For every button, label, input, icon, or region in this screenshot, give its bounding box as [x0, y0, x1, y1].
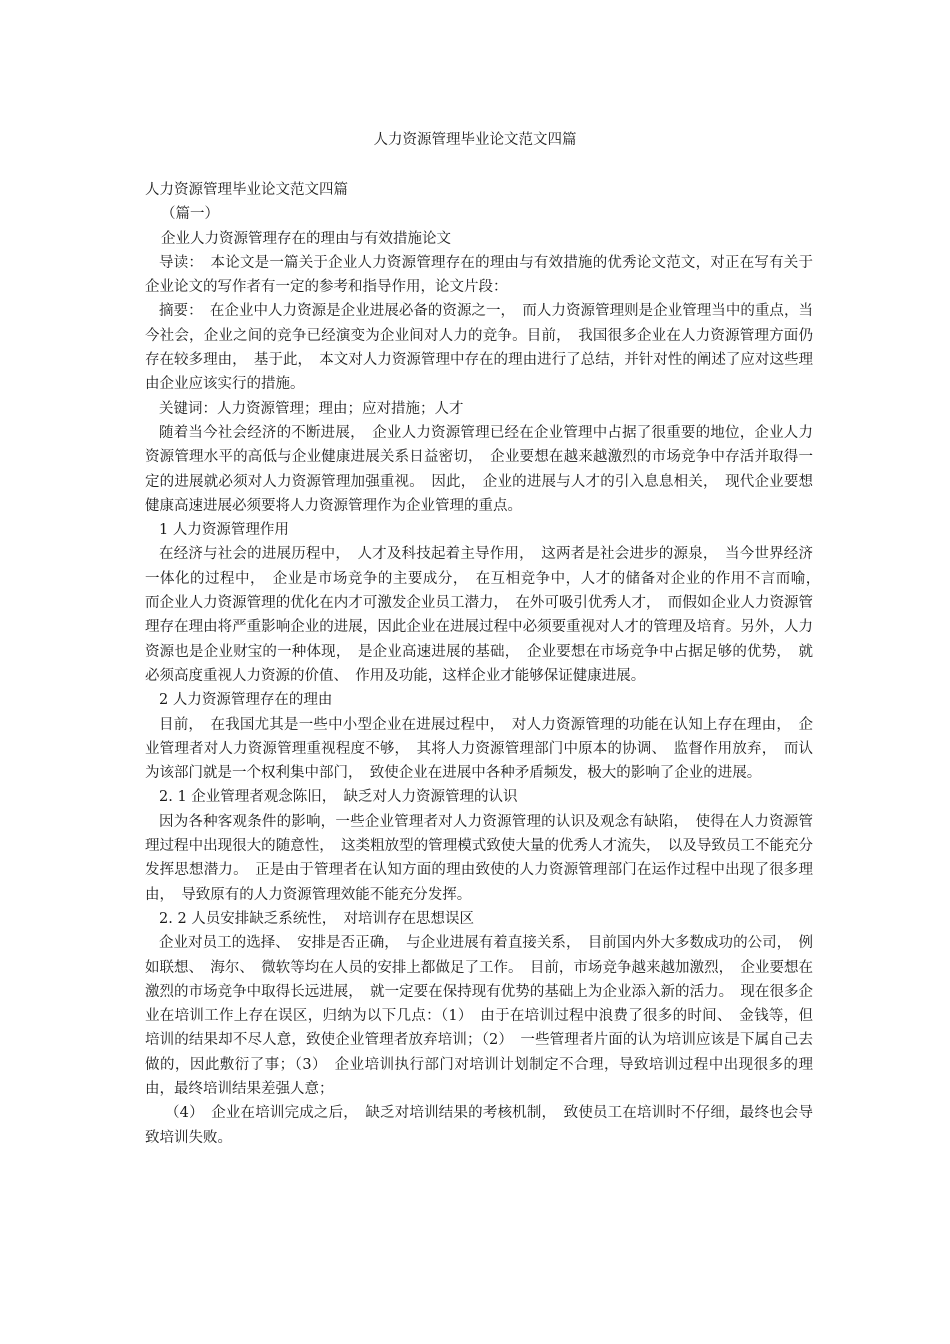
abstract-paragraph: 摘要： 在企业中人力资源是企业进展必备的资源之一， 而人力资源管理则是企业管理当中的重点，当今社会，企业之间的竞争已经演变为企业间对人力的竞争。目前， 我国很多企业在人力资源管理方面仍存在较多理由， 基于此， 本文对人力资源管理中存在的理由进行了总结，并针对性的阐述了应对这些理由企业应该实行的措施。 — [145, 303, 813, 393]
keywords-line: 关键词：人力资源管理；理由；应对措施；人才 — [159, 400, 464, 417]
body-paragraph: 在经济与社会的进展历程中， 人才及科技起着主导作用， 这两者是社会进步的源泉， 当今世界经济一体化的过程中， 企业是市场竞争的主要成分， 在互相竞争中，人才的储备对企业的作用不言而喻， 而企业人力资源管理的优化在内才可激发企业员工潜力， 在外可吸引优秀人才， 而假如企业人力资源管理存在理由将严重影响企业的进展，因此企业在进展过程中必须要重视对人才的管理及培育。另外，人力资源也是企业财宝的一种体现， 是企业高速进展的基础， 企业要想在市场竞争中占据足够的优势， 就必须高度重视人力资源的价值、 作用及功能，这样企业才能够保证健康进展。 — [145, 546, 828, 684]
document-body — [145, 178, 828, 1150]
body-paragraph: 目前， 在我国尤其是一些中小型企业在进展过程中， 对人力资源管理的功能在认知上存在理由， 企业管理者对人力资源管理重视程度不够， 其将人力资源管理部门中原本的协调、 监督作用放弃， 而认为该部门就是一个权利集中部门， 致使企业在进展中各种矛盾频发，极大的影响了企业的进展。 — [145, 716, 813, 782]
body-paragraph: （4） 企业在培训完成之后， 缺乏对培训结果的考核机制， 致使员工在培训时不仔细，最终也会导致培训失败。 — [145, 1105, 813, 1146]
subsection-heading: 2. 1 企业管理者观念陈旧， 缺乏对人力资源管理的认识 — [159, 789, 518, 806]
article-heading: 人力资源管理毕业论文范文四篇 — [145, 182, 348, 198]
intro-paragraph: 导读： 本论文是一篇关于企业人力资源管理存在的理由与有效措施的优秀论文范文，对正在写有关于企业论文的写作者有一定的参考和指导作用，论文片段： — [145, 254, 813, 296]
body-paragraph: 随着当今社会经济的不断进展， 企业人力资源管理已经在企业管理中占据了很重要的地位，企业人力资源管理水平的高低与企业健康进展关系日益密切， 企业要想在越来越激烈的市场竞争中存活并取得一定的进展就必须对人力资源管理加强重视。 因此， 企业的进展与人才的引入息息相关， 现代企业要想健康高速进展必须要将人力资源管理作为企业管理的重点。 — [145, 424, 813, 514]
body-paragraph: 企业对员工的选择、 安排是否正确， 与企业进展有着直接关系， 目前国内外大多数成功的公司， 例如联想、 海尔、 微软等均在人员的安排上都做足了工作。 目前，市场竞争越来越加激烈， 企业要想在激烈的市场竞争中取得长远进展， 就一定要在保持现有优势的基础上为企业添入新的活力。 现在很多企业在培训工作上存在误区，归纳为以下几点：（1） 由于在培训过程中浪费了很多的时间、 金钱等，但培训的结果却不尽人意，致使企业管理者放弃培训；（2） 一些管理者片面的认为培训应该是下属自己去做的，因此敷衍了事；（3） 企业培训执行部门对培训计划制定不合理，导致培训过程中出现很多的理由，最终培训结果差强人意； — [145, 935, 813, 1097]
section-heading: 2 人力资源管理存在的理由 — [159, 692, 333, 709]
part-label: （篇一） — [161, 206, 219, 223]
document-title: 人力资源管理毕业论文范文四篇 — [373, 132, 577, 148]
section-heading: 1 人力资源管理作用 — [159, 522, 289, 539]
body-paragraph: 因为各种客观条件的影响，一些企业管理者对人力资源管理的认识及观念有缺陷， 使得在人力资源管理过程中出现很大的随意性， 这类粗放型的管理模式致使大量的优秀人才流失， 以及导致员工不能充分发挥思想潜力。 正是由于管理者在认知方面的理由致使的人力资源管理部门在运作过程中出现了很多理由， 导致原有的人力资源管理效能不能充分发挥。 — [145, 813, 813, 903]
subsection-heading: 2. 2 人员安排缺乏系统性， 对培训存在思想误区 — [159, 910, 475, 927]
article-subtitle: 企业人力资源管理存在的理由与有效措施论文 — [161, 230, 451, 247]
